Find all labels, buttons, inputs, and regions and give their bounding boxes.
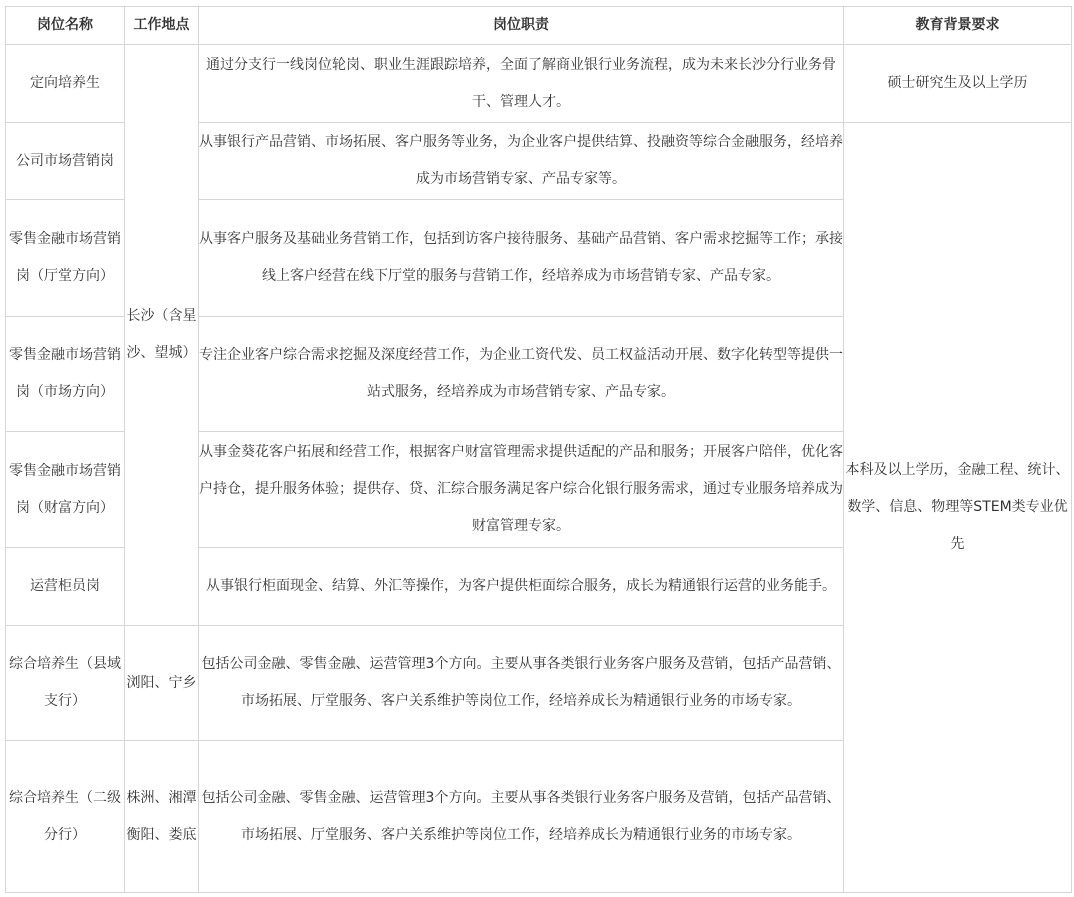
header-location: 工作地点 [125, 7, 199, 45]
duty-cell: 专注企业客户综合需求挖掘及深度经营工作，为企业工资代发、员工权益活动开展、数字化转型等提供一站式服务，经培养成为市场营销专家、产品专家。 [199, 317, 844, 432]
position-cell: 综合培养生（二级分行） [6, 741, 125, 893]
table-row [6, 45, 1072, 123]
duty-cell: 从事金葵花客户拓展和经营工作，根据客户财富管理需求提供适配的产品和服务；开展客户陪伴，优化客户持仓，提升服务体验；提供存、贷、汇综合服务满足客户综合化银行服务需求，通过专业服务培养成为财富管理专家。 [199, 432, 844, 548]
position-cell: 定向培养生 [6, 45, 125, 123]
position-cell: 运营柜员岗 [6, 548, 125, 626]
position-cell: 零售金融市场营销岗（厅堂方向） [6, 200, 125, 317]
position-cell: 零售金融市场营销岗（市场方向） [6, 317, 125, 432]
education-cell-master: 硕士研究生及以上学历 [844, 45, 1072, 123]
duty-cell: 通过分支行一线岗位轮岗、职业生涯跟踪培养，全面了解商业银行业务流程，成为未来长沙分行业务骨干、管理人才。 [199, 45, 844, 123]
header-position: 岗位名称 [6, 7, 125, 45]
header-education: 教育背景要求 [844, 7, 1072, 45]
position-cell: 零售金融市场营销岗（财富方向） [6, 432, 125, 548]
duty-cell: 包括公司金融、零售金融、运营管理3个方向。主要从事各类银行业务客户服务及营销，包括产品营销、市场拓展、厅堂服务、客户关系维护等岗位工作，经培养成长为精通银行业务的市场专家。 [199, 626, 844, 741]
jobs-table [5, 6, 1072, 893]
duty-cell: 包括公司金融、零售金融、运营管理3个方向。主要从事各类银行业务客户服务及营销，包括产品营销、市场拓展、厅堂服务、客户关系维护等岗位工作，经培养成长为精通银行业务的市场专家。 [199, 741, 844, 893]
location-cell: 株洲、湘潭衡阳、娄底 [125, 741, 199, 893]
education-cell-bachelor: 本科及以上学历，金融工程、统计、数学、信息、物理等STEM类专业优先 [844, 123, 1072, 893]
position-cell: 公司市场营销岗 [6, 123, 125, 200]
location-cell-changsha: 长沙（含星沙、望城） [125, 45, 199, 626]
duty-cell: 从事银行产品营销、市场拓展、客户服务等业务，为企业客户提供结算、投融资等综合金融服务，经培养成为市场营销专家、产品专家等。 [199, 123, 844, 200]
duty-cell: 从事客户服务及基础业务营销工作，包括到访客户接待服务、基础产品营销、客户需求挖掘等工作；承接线上客户经营在线下厅堂的服务与营销工作，经培养成为市场营销专家、产品专家。 [199, 200, 844, 317]
header-duty: 岗位职责 [199, 7, 844, 45]
location-cell: 浏阳、宁乡 [125, 626, 199, 741]
duty-cell: 从事银行柜面现金、结算、外汇等操作，为客户提供柜面综合服务，成长为精通银行运营的业务能手。 [199, 548, 844, 626]
position-cell: 综合培养生（县域支行） [6, 626, 125, 741]
header-row [6, 7, 1072, 45]
